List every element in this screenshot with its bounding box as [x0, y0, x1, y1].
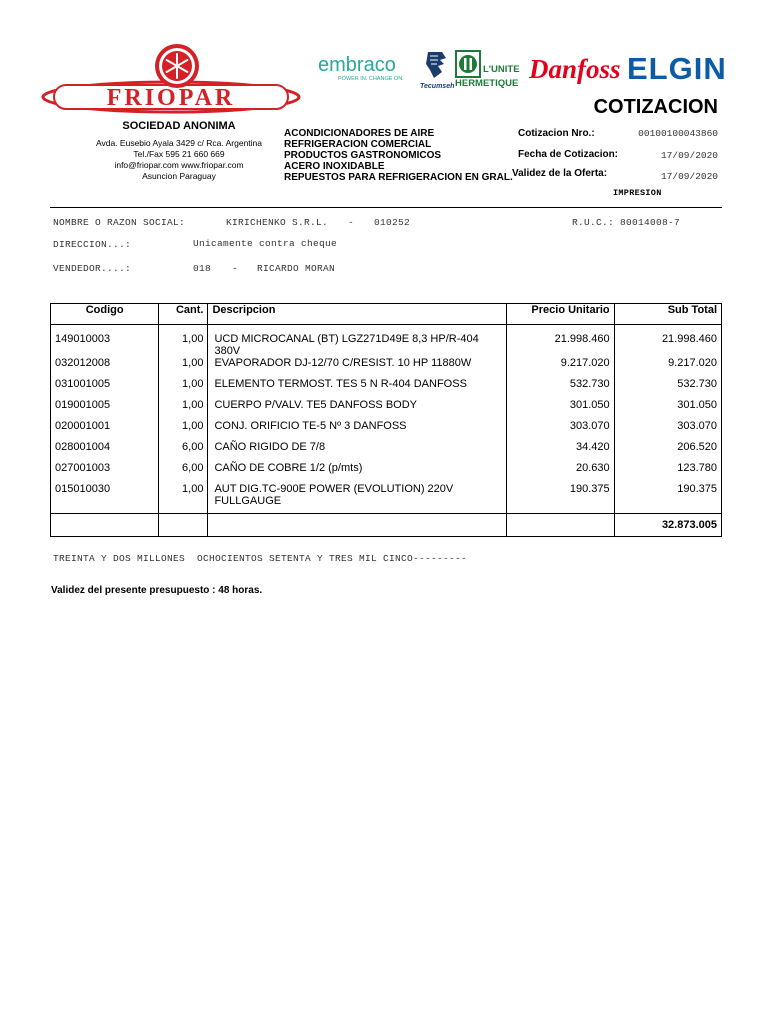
print-label: IMPRESION [613, 188, 662, 198]
row-unit-price: 301.050 [507, 399, 614, 420]
row-unit-price: 9.217.020 [507, 357, 614, 378]
row-subtotal: 303.070 [614, 420, 721, 441]
row-description: CAÑO DE COBRE 1/2 (p/mts) [208, 462, 507, 483]
row-unit-price: 34.420 [507, 441, 614, 462]
header-divider [50, 207, 722, 208]
quote-number-label: Cotizacion Nro.: [518, 128, 595, 139]
row-qty: 1,00 [159, 357, 208, 378]
danfoss-name: Danfoss [529, 54, 621, 84]
activity-item: ACONDICIONADORES DE AIRE [284, 128, 435, 139]
seller-label: VENDEDOR....: [53, 263, 132, 274]
embraco-tag: POWER IN. CHANGE ON. [338, 76, 404, 82]
row-description: CONJ. ORIFICIO TE-5 Nº 3 DANFOSS [208, 420, 507, 441]
company-city: Asuncion Paraguay [142, 171, 216, 181]
valid-until-date: 17/09/2020 [660, 171, 718, 182]
friopar-logo [40, 42, 302, 116]
company-type: SOCIEDAD ANONIMA [122, 120, 236, 132]
row-subtotal: 190.375 [614, 483, 721, 513]
table-row [51, 399, 722, 420]
header-subtotal: Sub Total [614, 304, 721, 325]
table-row [51, 325, 722, 358]
company-address-block [85, 138, 273, 182]
table-row [51, 483, 722, 513]
customer-code: 010252 [374, 217, 411, 228]
row-subtotal: 532.730 [614, 378, 721, 399]
row-unit-price: 20.630 [507, 462, 614, 483]
activity-item: REPUESTOS PARA REFRIGERACION EN GRAL. [284, 172, 513, 183]
row-code: 028001004 [51, 441, 159, 462]
row-qty: 1,00 [159, 325, 208, 358]
table-row [51, 441, 722, 462]
customer-separator: - [348, 217, 355, 228]
table-row [51, 462, 722, 483]
header-unit-price: Precio Unitario [507, 304, 614, 325]
amount-in-words: TREINTA Y DOS MILLONES OCHOCIENTOS SETENTA Y TRES MIL CINCO--------- [53, 553, 468, 564]
row-code: 015010030 [51, 483, 159, 513]
table-total-row [51, 513, 722, 536]
row-qty: 1,00 [159, 378, 208, 399]
tecumseh-logo [420, 50, 454, 92]
tecumseh-name: Tecumseh [420, 83, 455, 90]
table-row [51, 378, 722, 399]
row-qty: 6,00 [159, 441, 208, 462]
company-activities [284, 128, 513, 183]
row-subtotal: 206.520 [614, 441, 721, 462]
table-row [51, 357, 722, 378]
document-title: COTIZACION [593, 96, 718, 118]
customer-ruc: R.U.C.: 80014008-7 [572, 217, 681, 228]
row-description: EVAPORADOR DJ-12/70 C/RESIST. 10 HP 11880W [208, 357, 507, 378]
header-qty: Cant. [159, 304, 208, 325]
seller-code: 018 [193, 263, 212, 274]
table-header-row [51, 304, 722, 325]
table-row [51, 420, 722, 441]
valid-until-label: Validez de la Oferta: [512, 168, 608, 179]
activity-item: REFRIGERACION COMERCIAL [284, 139, 432, 150]
row-code: 019001005 [51, 399, 159, 420]
header-code: Codigo [51, 304, 159, 325]
row-code: 027001003 [51, 462, 159, 483]
row-qty: 1,00 [159, 399, 208, 420]
row-unit-price: 532.730 [507, 378, 614, 399]
row-description: CUERPO P/VALV. TE5 DANFOSS BODY [208, 399, 507, 420]
header-description: Descripcion [208, 304, 507, 325]
customer-name: KIRICHENKO S.R.L. [226, 217, 329, 228]
company-phone: Tel./Fax 595 21 660 669 [133, 149, 225, 159]
friopar-logo-text: FRIOPAR [106, 85, 236, 111]
quote-number: 00100100043860 [638, 128, 718, 139]
row-code: 031001005 [51, 378, 159, 399]
danfoss-logo [529, 52, 623, 88]
company-web: info@friopar.com www.friopar.com [114, 160, 244, 170]
embraco-name: embraco [318, 54, 396, 76]
unite-line1: L'UNITE [483, 64, 520, 75]
activity-item: PRODUCTOS GASTRONOMICOS [284, 150, 442, 161]
address-label: DIRECCION...: [53, 239, 132, 250]
customer-name-label: NOMBRE O RAZON SOCIAL: [53, 217, 186, 228]
validity-note: Validez del presente presupuesto : 48 horas. [51, 585, 263, 596]
row-description: ELEMENTO TERMOST. TES 5 N R-404 DANFOSS [208, 378, 507, 399]
row-unit-price: 190.375 [507, 483, 614, 513]
row-qty: 1,00 [159, 483, 208, 513]
row-description: AUT DIG.TC-900E POWER (EVOLUTION) 220V FULLGAUGE [208, 483, 507, 513]
row-description: UCD MICROCANAL (BT) LGZ271D49E 8,3 HP/R-404 380V [208, 325, 507, 358]
embraco-logo [318, 54, 410, 88]
row-qty: 1,00 [159, 420, 208, 441]
activity-item: ACERO INOXIDABLE [284, 161, 385, 172]
elgin-logo [627, 50, 727, 88]
total-empty-cell [159, 513, 208, 536]
row-code: 032012008 [51, 357, 159, 378]
row-qty: 6,00 [159, 462, 208, 483]
row-subtotal: 123.780 [614, 462, 721, 483]
grand-total: 32.873.005 [614, 513, 721, 536]
items-table [50, 303, 722, 537]
row-code: 020001001 [51, 420, 159, 441]
row-subtotal: 301.050 [614, 399, 721, 420]
total-empty-cell [51, 513, 159, 536]
total-empty-cell [507, 513, 614, 536]
row-unit-price: 303.070 [507, 420, 614, 441]
quote-date: 17/09/2020 [660, 150, 718, 161]
row-code: 149010003 [51, 325, 159, 358]
elgin-name: ELGIN [627, 51, 727, 86]
row-subtotal: 21.998.460 [614, 325, 721, 358]
customer-address: Unicamente contra cheque [193, 238, 338, 249]
row-description: CAÑO RIGIDO DE 7/8 [208, 441, 507, 462]
company-address: Avda. Eusebio Ayala 3429 c/ Rca. Argentina [95, 138, 263, 148]
row-unit-price: 21.998.460 [507, 325, 614, 358]
unite-line2: HERMETIQUE [455, 78, 519, 89]
quote-date-label: Fecha de Cotizacion: [518, 149, 619, 160]
row-subtotal: 9.217.020 [614, 357, 721, 378]
unite-hermetique-logo [455, 50, 523, 92]
seller-name: RICARDO MORAN [257, 263, 336, 274]
total-empty-cell [208, 513, 507, 536]
seller-separator: - [232, 263, 239, 274]
